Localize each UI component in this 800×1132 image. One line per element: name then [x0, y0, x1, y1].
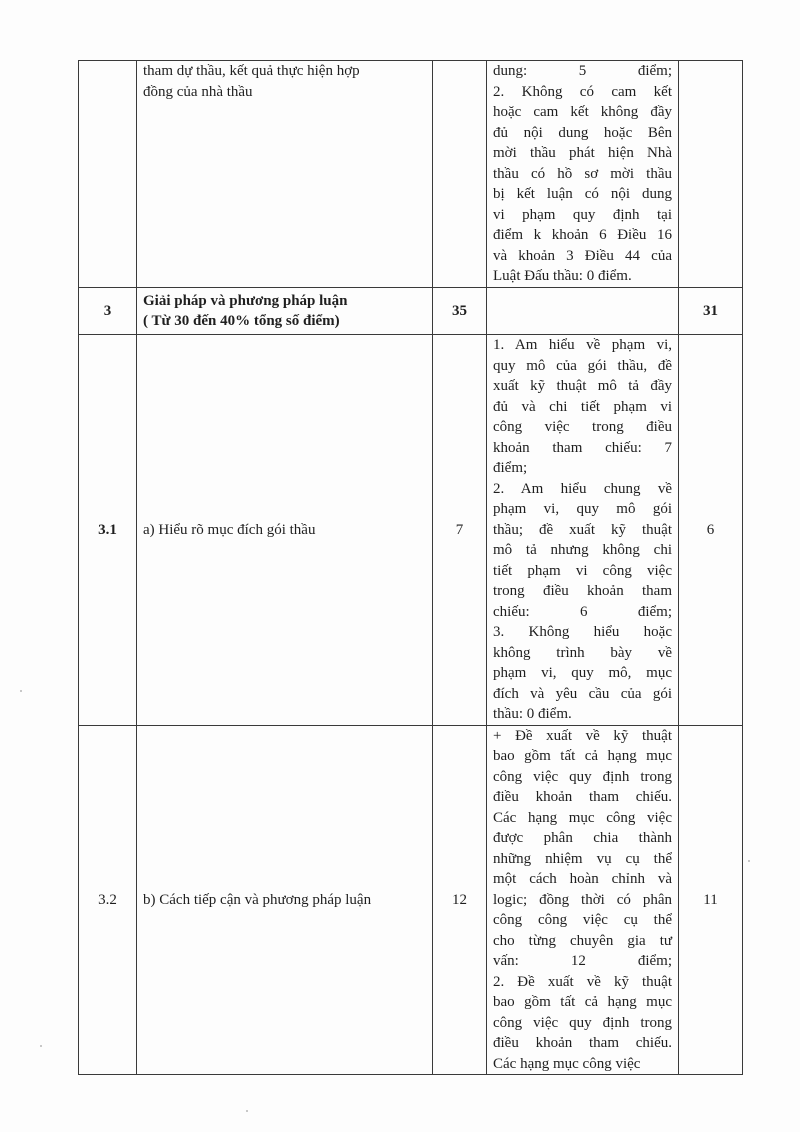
criterion-name-cell [137, 61, 433, 288]
criteria-line: một cách hoàn chỉnh và [493, 871, 672, 887]
criterion-name-line: b) Cách tiếp cận và phương pháp luận [143, 891, 372, 908]
criteria-detail-cell [487, 725, 679, 1075]
criteria-line: mô tả nhưng không chi [493, 542, 672, 558]
max-score-cell [433, 61, 487, 288]
criteria-line: điểm; [493, 460, 528, 476]
criteria-line: công việc quy định trong [493, 1014, 672, 1031]
criteria-line: vấn: 12 điểm; [493, 953, 672, 969]
awarded-score-cell: 6 [679, 335, 743, 726]
max-score-cell: 12 [433, 725, 487, 1075]
criteria-line: trong điều khoản tham [493, 583, 672, 599]
criteria-line: logic; đồng thời có phân [493, 891, 672, 908]
criteria-line: hoặc cam kết không đầy [493, 104, 672, 120]
stt-cell: 3.1 [79, 335, 137, 726]
criteria-line: cho từng chuyên gia tư [493, 932, 672, 949]
criteria-line: mời thầu phát hiện Nhà [493, 145, 672, 161]
criteria-line: đủ và chi tiết phạm vi [493, 398, 672, 415]
criteria-line: Luật Đấu thầu: 0 điểm. [493, 268, 632, 284]
stt-cell: 3 [79, 288, 137, 335]
stt-cell [79, 61, 137, 288]
criteria-line: Các hạng mục công việc [493, 809, 672, 826]
criteria-line: không trình bày về [493, 644, 672, 661]
scan-speck [246, 1110, 248, 1112]
criteria-detail-cell [487, 61, 679, 288]
table-row [79, 288, 743, 335]
criteria-line: điều khoản tham chiếu. [493, 789, 672, 805]
criteria-line: chiếu: 6 điểm; [493, 603, 672, 620]
max-score-cell: 7 [433, 335, 487, 726]
scan-speck [40, 1045, 42, 1047]
criteria-line: được phân chia thành [493, 830, 672, 846]
awarded-score-cell [679, 61, 743, 288]
criteria-line: Các hạng mục công việc [493, 1055, 641, 1072]
criteria-detail-cell [487, 288, 679, 335]
criteria-line: công công việc cụ thể [493, 912, 672, 928]
criterion-name-cell [137, 335, 433, 726]
scan-speck [748, 860, 750, 862]
criteria-line: phạm vi, quy mô gói [493, 501, 672, 517]
criteria-line: tiết phạm vi công việc [493, 562, 672, 579]
criteria-line: bao gồm tất cả hạng mục [493, 994, 672, 1010]
criteria-line: công việc quy định trong [493, 768, 672, 785]
criterion-name-cell [137, 725, 433, 1075]
criteria-line: dung: 5 điểm; [493, 63, 672, 79]
criteria-line: điều khoản tham chiếu. [493, 1035, 672, 1051]
criterion-name-line: tham dự thầu, kết quả thực hiện hợp [143, 63, 360, 79]
evaluation-table [78, 60, 743, 1075]
criterion-name-cell [137, 288, 433, 335]
criteria-line: xuất kỹ thuật mô tả đầy [493, 378, 672, 394]
criteria-line: 2. Đề xuất về kỹ thuật [493, 973, 672, 990]
criteria-line: bao gồm tất cả hạng mục [493, 748, 672, 764]
criteria-line: vi phạm quy định tại [493, 206, 672, 223]
max-score-cell: 35 [433, 288, 487, 335]
criteria-line: công việc trong điều [493, 419, 672, 435]
table-row [79, 725, 743, 1075]
criteria-detail-cell [487, 335, 679, 726]
criteria-line: đủ nội dung hoặc Bên [493, 124, 672, 141]
criteria-line: quy mô của gói thầu, đề [493, 357, 672, 374]
criteria-line: thầu có hồ sơ mời thầu [493, 165, 672, 182]
awarded-score-cell: 11 [679, 725, 743, 1075]
criteria-line: + Đề xuất về kỹ thuật [493, 727, 672, 744]
stt-cell: 3.2 [79, 725, 137, 1075]
criteria-line: 2. Am hiểu chung về [493, 480, 672, 497]
criteria-line: thầu: 0 điểm. [493, 706, 572, 722]
scan-speck [20, 690, 22, 692]
criteria-line: 3. Không hiểu hoặc [493, 624, 672, 640]
awarded-score-cell: 31 [679, 288, 743, 335]
criteria-line: khoản tham chiếu: 7 [493, 439, 672, 456]
criterion-name-line: đồng của nhà thầu [143, 83, 253, 100]
table-row [79, 61, 743, 288]
criteria-line: 2. Không có cam kết [493, 83, 672, 100]
criteria-line: 1. Am hiểu về phạm vi, [493, 337, 672, 353]
criteria-line: điểm k khoản 6 Điều 16 [493, 227, 672, 243]
section-title: Giải pháp và phương pháp luận [143, 293, 348, 309]
criterion-name-line: a) Hiểu rõ mục đích gói thầu [143, 521, 316, 538]
section-subtitle: ( Từ 30 đến 40% tổng số điểm) [143, 313, 340, 329]
criteria-line: những nhiệm vụ cụ thể [493, 850, 672, 867]
criteria-line: phạm vi, quy mô, mục [493, 665, 672, 681]
criteria-line: thầu; đề xuất kỹ thuật [493, 521, 672, 538]
criteria-line: đích và yêu cầu của gói [493, 685, 672, 702]
table-row [79, 335, 743, 726]
criteria-line: và khoản 3 Điều 44 của [493, 247, 672, 264]
criteria-line: bị kết luận có nội dung [493, 186, 672, 202]
